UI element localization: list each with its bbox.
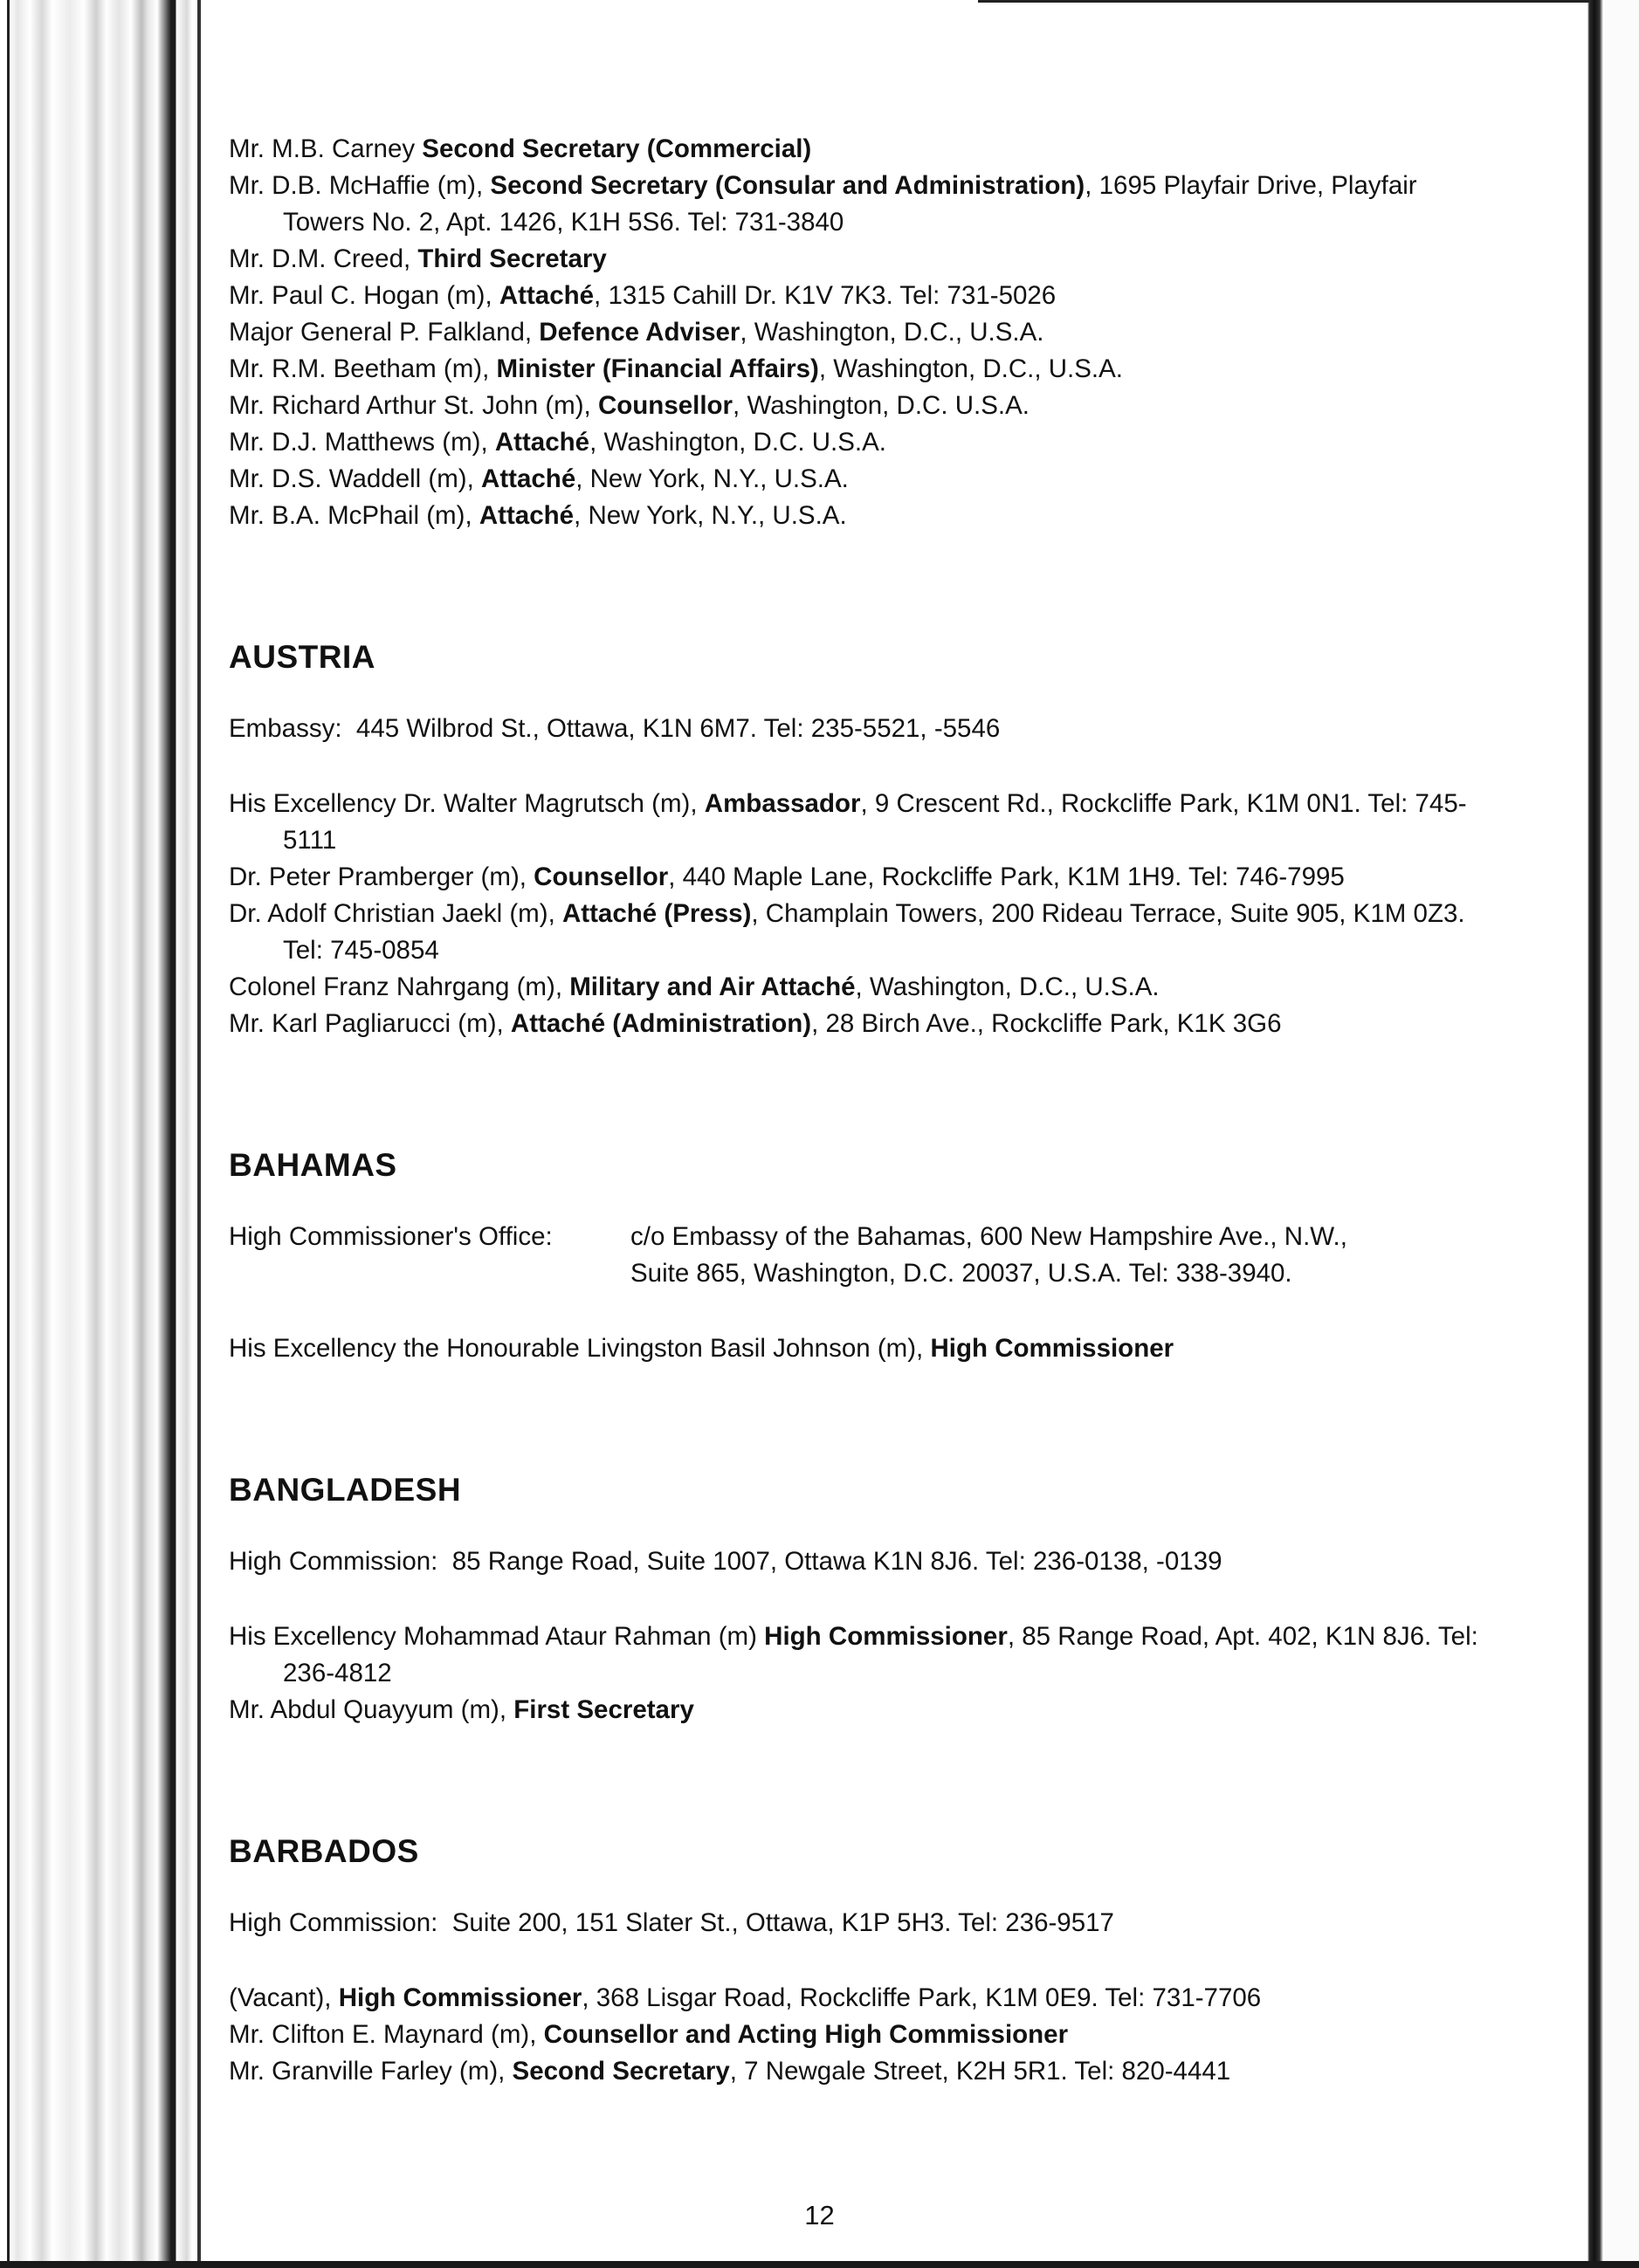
- list-item: Mr. D.S. Waddell (m), Attaché, New York, N.Y., U.S.A.: [229, 464, 849, 493]
- list-item: Mr. D.B. McHaffie (m), Second Secretary (Consular and Administration), 1695 Playfair Drive, Playfair Towers No. 2, Apt. 1426, K1H 5S6. Tel: 731-3840: [229, 171, 1417, 237]
- list-item: Mr. Paul C. Hogan (m), Attaché, 1315 Cahill Dr. K1V 7K3. Tel: 731-5026: [229, 281, 1057, 310]
- list-item: Mr. D.M. Creed, Third Secretary: [229, 244, 607, 273]
- section-barbados: [229, 1833, 1504, 2090]
- section-title: BAHAMAS: [229, 1147, 397, 1183]
- list-item: Mr. B.A. McPhail (m), Attaché, New York, N.Y., U.S.A.: [229, 501, 847, 530]
- office-line: High Commission: 85 Range Road, Suite 1007, Ottawa K1N 8J6. Tel: 236-0138, -0139: [229, 1547, 1222, 1576]
- page-number: 12: [804, 2200, 835, 2230]
- right-margin: [1605, 0, 1639, 2268]
- office-label: High Commissioner's Office:: [229, 1222, 553, 1251]
- list-item: Major General P. Falkland, Defence Adviser, Washington, D.C., U.S.A.: [229, 318, 1044, 347]
- binding-line: [197, 0, 201, 2268]
- office-block: [229, 1219, 1504, 1292]
- section-austria: [229, 639, 1504, 1042]
- list-item: Dr. Adolf Christian Jaekl (m), Attaché (Press), Champlain Towers, 200 Rideau Terrace, Suite 905, K1M 0Z3. Tel: 745-0854: [229, 899, 1465, 965]
- list-item: Mr. Richard Arthur St. John (m), Counsellor, Washington, D.C. U.S.A.: [229, 391, 1030, 420]
- office-line: High Commission: Suite 200, 151 Slater St., Ottawa, K1P 5H3. Tel: 236-9517: [229, 1908, 1114, 1937]
- list-item: His Excellency Mohammad Ataur Rahman (m) High Commissioner, 85 Range Road, Apt. 402, K1N 8J6. Tel: 236-4812: [229, 1622, 1478, 1687]
- office-address: c/o Embassy of the Bahamas, 600 New Hampshire Ave., N.W., Suite 865, Washington, D.C. 20037, U.S.A. Tel: 338-3940.: [630, 1222, 1347, 1288]
- right-page-edge: [1587, 0, 1605, 2268]
- list-item: Mr. Karl Pagliarucci (m), Attaché (Administration), 28 Birch Ave., Rockcliffe Park, K1K 3G6: [229, 1009, 1282, 1038]
- list-item: His Excellency Dr. Walter Magrutsch (m), Ambassador, 9 Crescent Rd., Rockcliffe Park, K1M 0N1. Tel: 745-5111: [229, 789, 1467, 855]
- list-item: (Vacant), High Commissioner, 368 Lisgar Road, Rockcliffe Park, K1M 0E9. Tel: 731-7706: [229, 1983, 1262, 2012]
- list-item: Dr. Peter Pramberger (m), Counsellor, 440 Maple Lane, Rockcliffe Park, K1M 1H9. Tel: 746-7995: [229, 863, 1345, 891]
- binding-edge: [0, 0, 210, 2268]
- list-item: Mr. D.J. Matthews (m), Attaché, Washington, D.C. U.S.A.: [229, 428, 886, 457]
- list-item: Mr. Abdul Quayyum (m), First Secretary: [229, 1695, 694, 1724]
- section-title: BANGLADESH: [229, 1472, 462, 1508]
- section-bahamas: [229, 1147, 1504, 1367]
- list-item: Mr. Clifton E. Maynard (m), Counsellor and Acting High Commissioner: [229, 2020, 1069, 2049]
- section-title: AUSTRIA: [229, 639, 375, 675]
- entry-list-top: [229, 131, 1504, 534]
- document-page: [229, 131, 1504, 2090]
- list-item: Mr. R.M. Beetham (m), Minister (Financial Affairs), Washington, D.C., U.S.A.: [229, 354, 1123, 383]
- list-item: Colonel Franz Nahrgang (m), Military and Air Attaché, Washington, D.C., U.S.A.: [229, 972, 1160, 1001]
- section-title: BARBADOS: [229, 1833, 419, 1869]
- list-item: His Excellency the Honourable Livingston Basil Johnson (m), High Commissioner: [229, 1334, 1174, 1363]
- top-edge-rule: [978, 0, 1589, 3]
- section-bangladesh: [229, 1472, 1504, 1728]
- list-item: Mr. Granville Farley (m), Second Secretary, 7 Newgale Street, K2H 5R1. Tel: 820-4441: [229, 2057, 1231, 2086]
- bottom-page-edge: [0, 2261, 1639, 2268]
- list-item: Mr. M.B. Carney Second Secretary (Commercial): [229, 134, 812, 163]
- office-line: Embassy: 445 Wilbrod St., Ottawa, K1N 6M7. Tel: 235-5521, -5546: [229, 714, 1001, 743]
